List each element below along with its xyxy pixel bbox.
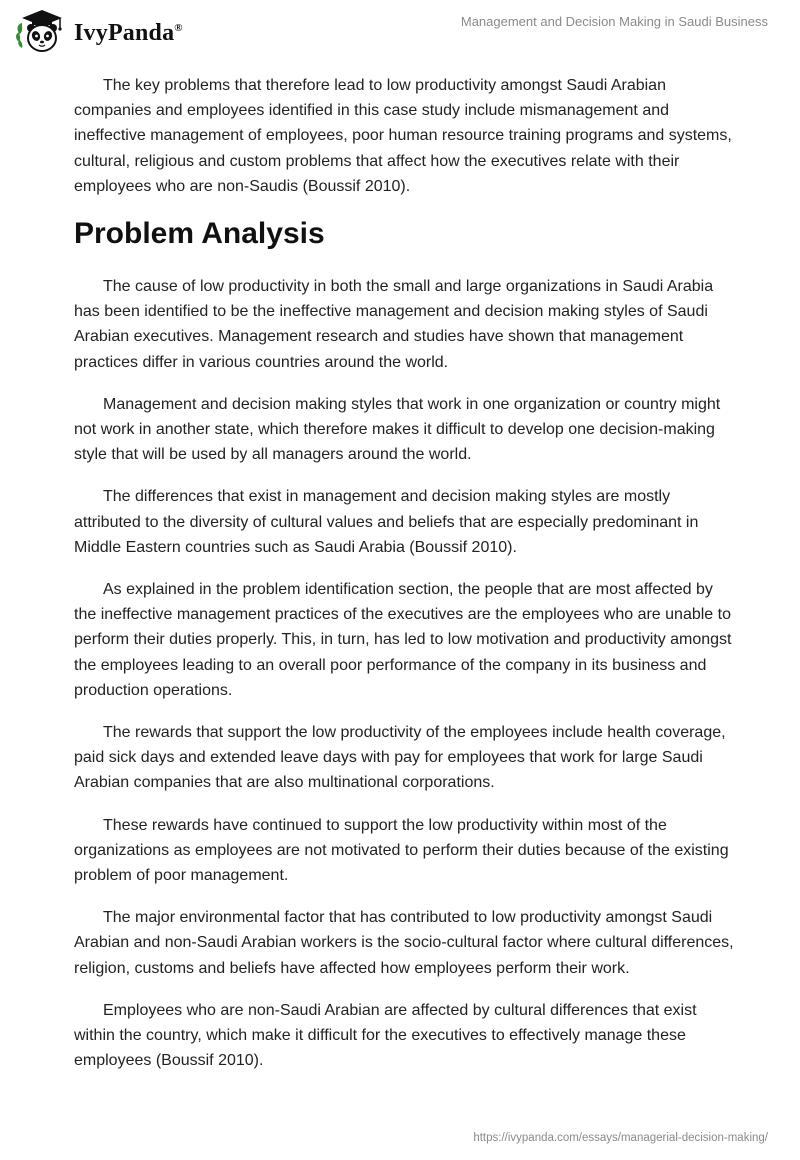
registered-mark: ®: [174, 21, 183, 34]
body-paragraph: The major environmental factor that has contributed to low productivity amongst Saudi Arabian and non-Saudi Arabian workers is the socio-cultural factor where cultural differences, religion, customs and beliefs have affected how employees perform their work.: [74, 909, 734, 977]
body-paragraph: The cause of low productivity in both the small and large organizations in Saudi Arabia has been identified to be the ineffective management and decision making styles of Saudi Arabian executives. Management research and studies have shown that management practices differ in various countries around the world.: [74, 278, 714, 371]
body-paragraph: Employees who are non-Saudi Arabian are affected by cultural differences that exist within the country, which make it difficult for the executives to effectively manage these employees (Boussif 2010).: [74, 1001, 697, 1070]
document-title: Management and Decision Making in Saudi Business: [460, 14, 768, 29]
body-paragraph: The rewards that support the low productivity of the employees include health coverage, paid sick days and extended leave days with pay for employees that work for large Saudi Arabian companies that are also multinational corporations.: [74, 724, 726, 792]
intro-paragraph: The key problems that therefore lead to low productivity amongst Saudi Arabian companies and employees identified in this case study include mismanagement and ineffective management of employees, poor human resource training programs and systems, cultural, religious and custom problems that affect how the executives relate with their employees who are non-Saudis (Boussif 2010).: [74, 77, 732, 195]
body-paragraph: The differences that exist in management and decision making styles are mostly attributed to the diversity of cultural values and beliefs that are especially predominant in Middle Eastern countries such as Saudi Arabia (Boussif 2010).: [74, 488, 699, 556]
section-heading: Problem Analysis: [74, 217, 325, 251]
panda-graduate-icon: [14, 8, 70, 54]
body-paragraph: Management and decision making styles that work in one organization or country might not work in another state, which therefore makes it difficult to develop one decision-making style that will be used by all managers around the world.: [74, 395, 721, 464]
logo-wordmark: IvyPanda®: [74, 19, 183, 46]
page-header: [0, 0, 800, 64]
body-paragraph: As explained in the problem identification section, the people that are most affected by the ineffective management practices of the executives are the employees who are unable to perform their duties properly. This, in turn, has led to low motivation and productivity amongst the employees leading to an overall poor performance of the company in its business and production operations.: [74, 581, 732, 699]
source-url[interactable]: https://ivypanda.com/essays/managerial-decision-making/: [473, 1132, 768, 1144]
article-body: [74, 73, 734, 1091]
ivypanda-logo[interactable]: [14, 8, 183, 54]
body-paragraph: These rewards have continued to support the low productivity within most of the organizations as employees are not motivated to perform their duties because of the existing problem of poor management.: [74, 816, 729, 885]
